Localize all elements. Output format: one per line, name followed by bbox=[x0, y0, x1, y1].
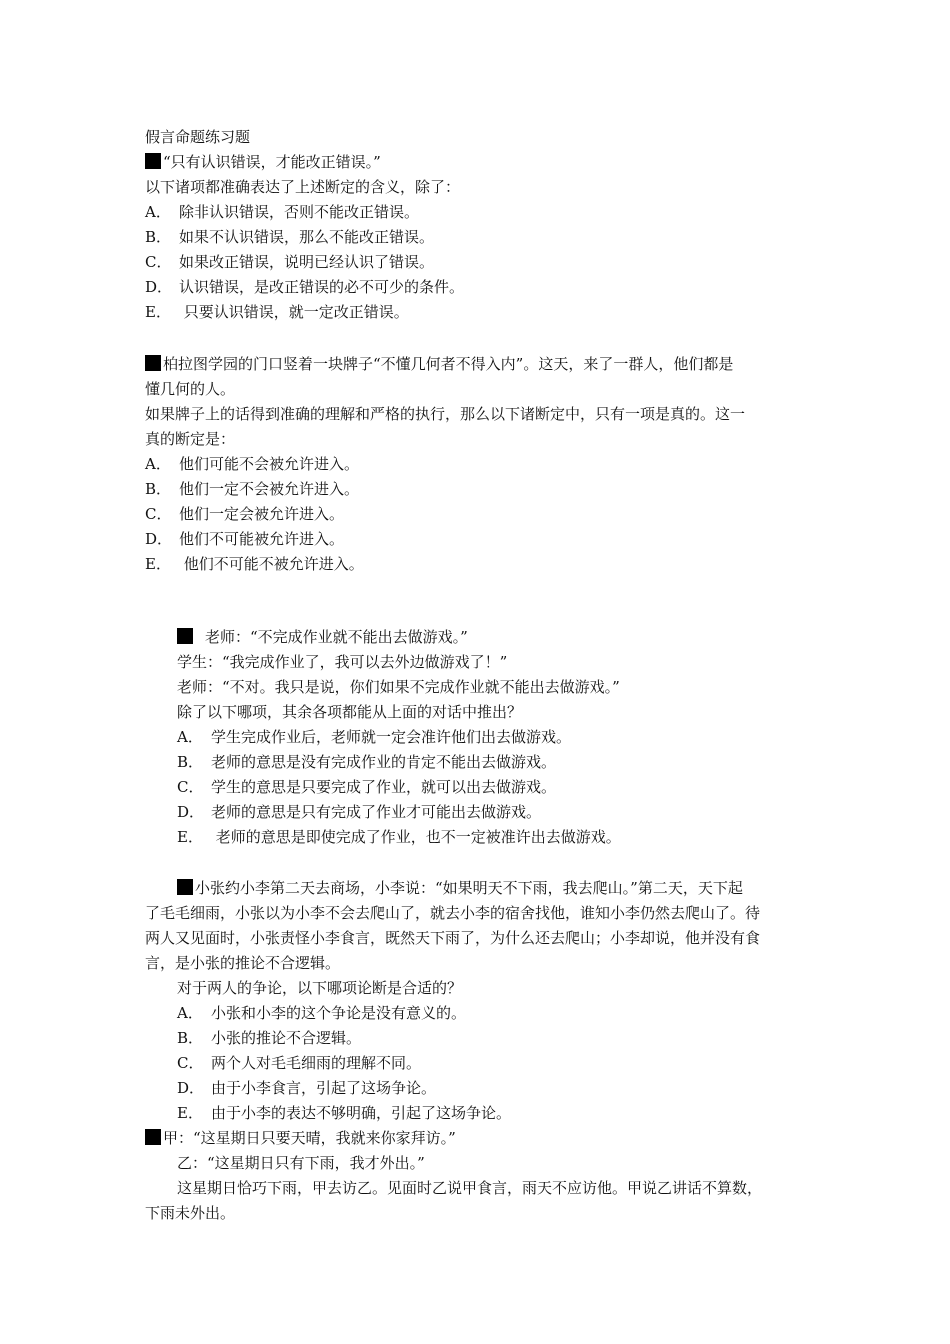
q4-option-e: E． 由于小李的表达不够明确，引起了这场争论。 bbox=[177, 1104, 512, 1122]
question-marker-icon bbox=[145, 1129, 161, 1145]
q5-line-3: 这星期日恰巧下雨，甲去访乙。见面时乙说甲食言，雨天不应访他。甲说乙讲话不算数， bbox=[177, 1179, 763, 1197]
q1-option-e: E． 只要认识错误，就一定改正错误。 bbox=[145, 303, 409, 321]
q2-stem-line-1: 柏拉图学园的门口竖着一块牌子“不懂几何者不得入内”。这天，来了一群人，他们都是 bbox=[145, 352, 815, 377]
q2-option-e: E． 他们不可能不被允许进入。 bbox=[145, 555, 364, 573]
q4-prompt: 对于两人的争论，以下哪项论断是合适的？ bbox=[177, 979, 463, 997]
doc-title: 假言命题练习题 bbox=[145, 128, 251, 146]
q3-prompt: 除了以下哪项，其余各项都能从上面的对话中推出？ bbox=[177, 703, 523, 721]
q4-stem-line-2: 了毛毛细雨，小张以为小李不会去爬山了，就去小李的宿舍找他，谁知小李仍然去爬山了。待 bbox=[145, 904, 761, 922]
q3-option-d: D． 老师的意思是只有完成了作业才可能出去做游戏。 bbox=[177, 803, 542, 821]
q2-prompt-line-1: 如果牌子上的话得到准确的理解和严格的执行，那么以下诸断定中，只有一项是真的。这一 bbox=[145, 405, 746, 423]
question-marker-icon bbox=[145, 153, 161, 169]
q2-option-d: D． 他们不可能被允许进入。 bbox=[145, 530, 345, 548]
q5-line-2: 乙：“这星期日只有下雨，我才外出。” bbox=[177, 1154, 425, 1172]
q1-option-d: D． 认识错误，是改正错误的必不可少的条件。 bbox=[145, 278, 465, 296]
q5-line-1: 甲：“这星期日只要天晴，我就来你家拜访。” bbox=[145, 1126, 815, 1151]
q3-line-3: 老师：“不对。我只是说，你们如果不完成作业就不能出去做游戏。” bbox=[177, 678, 620, 696]
q4-option-b: B． 小张的推论不合逻辑。 bbox=[177, 1029, 362, 1047]
q3-line-2: 学生：“我完成作业了，我可以去外边做游戏了！” bbox=[177, 653, 508, 671]
q2-stem-line-2: 懂几何的人。 bbox=[145, 380, 236, 398]
q1-stem: “只有认识错误，才能改正错误。” bbox=[145, 150, 815, 175]
q5-line-4: 下雨未外出。 bbox=[145, 1204, 236, 1222]
q4-option-c: C． 两个人对毛毛细雨的理解不同。 bbox=[177, 1054, 422, 1072]
q1-option-c: C． 如果改正错误，说明已经认识了错误。 bbox=[145, 253, 435, 271]
q3-option-b: B． 老师的意思是没有完成作业的肯定不能出去做游戏。 bbox=[177, 753, 557, 771]
q4-option-a: A． 小张和小李的这个争论是没有意义的。 bbox=[177, 1004, 467, 1022]
q4-stem-line-1: 小张约小李第二天去商场，小李说：“如果明天不下雨，我去爬山。”第二天，天下起 bbox=[177, 876, 847, 901]
q2-option-b: B． 他们一定不会被允许进入。 bbox=[145, 480, 360, 498]
q3-option-c: C． 学生的意思是只要完成了作业，就可以出去做游戏。 bbox=[177, 778, 557, 796]
q1-option-a: A． 除非认识错误，否则不能改正错误。 bbox=[145, 203, 420, 221]
q3-line-1: 老师：“不完成作业就不能出去做游戏。” bbox=[177, 625, 847, 650]
q1-prompt: 以下诸项都准确表达了上述断定的含义，除了： bbox=[145, 178, 461, 196]
question-marker-icon bbox=[177, 879, 193, 895]
q4-stem-line-4: 言，是小张的推论不合逻辑。 bbox=[145, 954, 341, 972]
q3-option-e: E． 老师的意思是即使完成了作业，也不一定被准许出去做游戏。 bbox=[177, 828, 621, 846]
q2-prompt-line-2: 真的断定是： bbox=[145, 430, 236, 448]
question-marker-icon bbox=[145, 355, 161, 371]
q2-option-c: C． 他们一定会被允许进入。 bbox=[145, 505, 345, 523]
question-marker-icon bbox=[177, 628, 193, 644]
q4-option-d: D． 由于小李食言，引起了这场争论。 bbox=[177, 1079, 437, 1097]
q4-stem-line-3: 两人又见面时，小张责怪小李食言，既然天下雨了，为什么还去爬山；小李却说，他并没有食 bbox=[145, 929, 761, 947]
q3-option-a: A． 学生完成作业后，老师就一定会准许他们出去做游戏。 bbox=[177, 728, 572, 746]
q2-option-a: A． 他们可能不会被允许进入。 bbox=[145, 455, 360, 473]
q1-option-b: B． 如果不认识错误，那么不能改正错误。 bbox=[145, 228, 435, 246]
